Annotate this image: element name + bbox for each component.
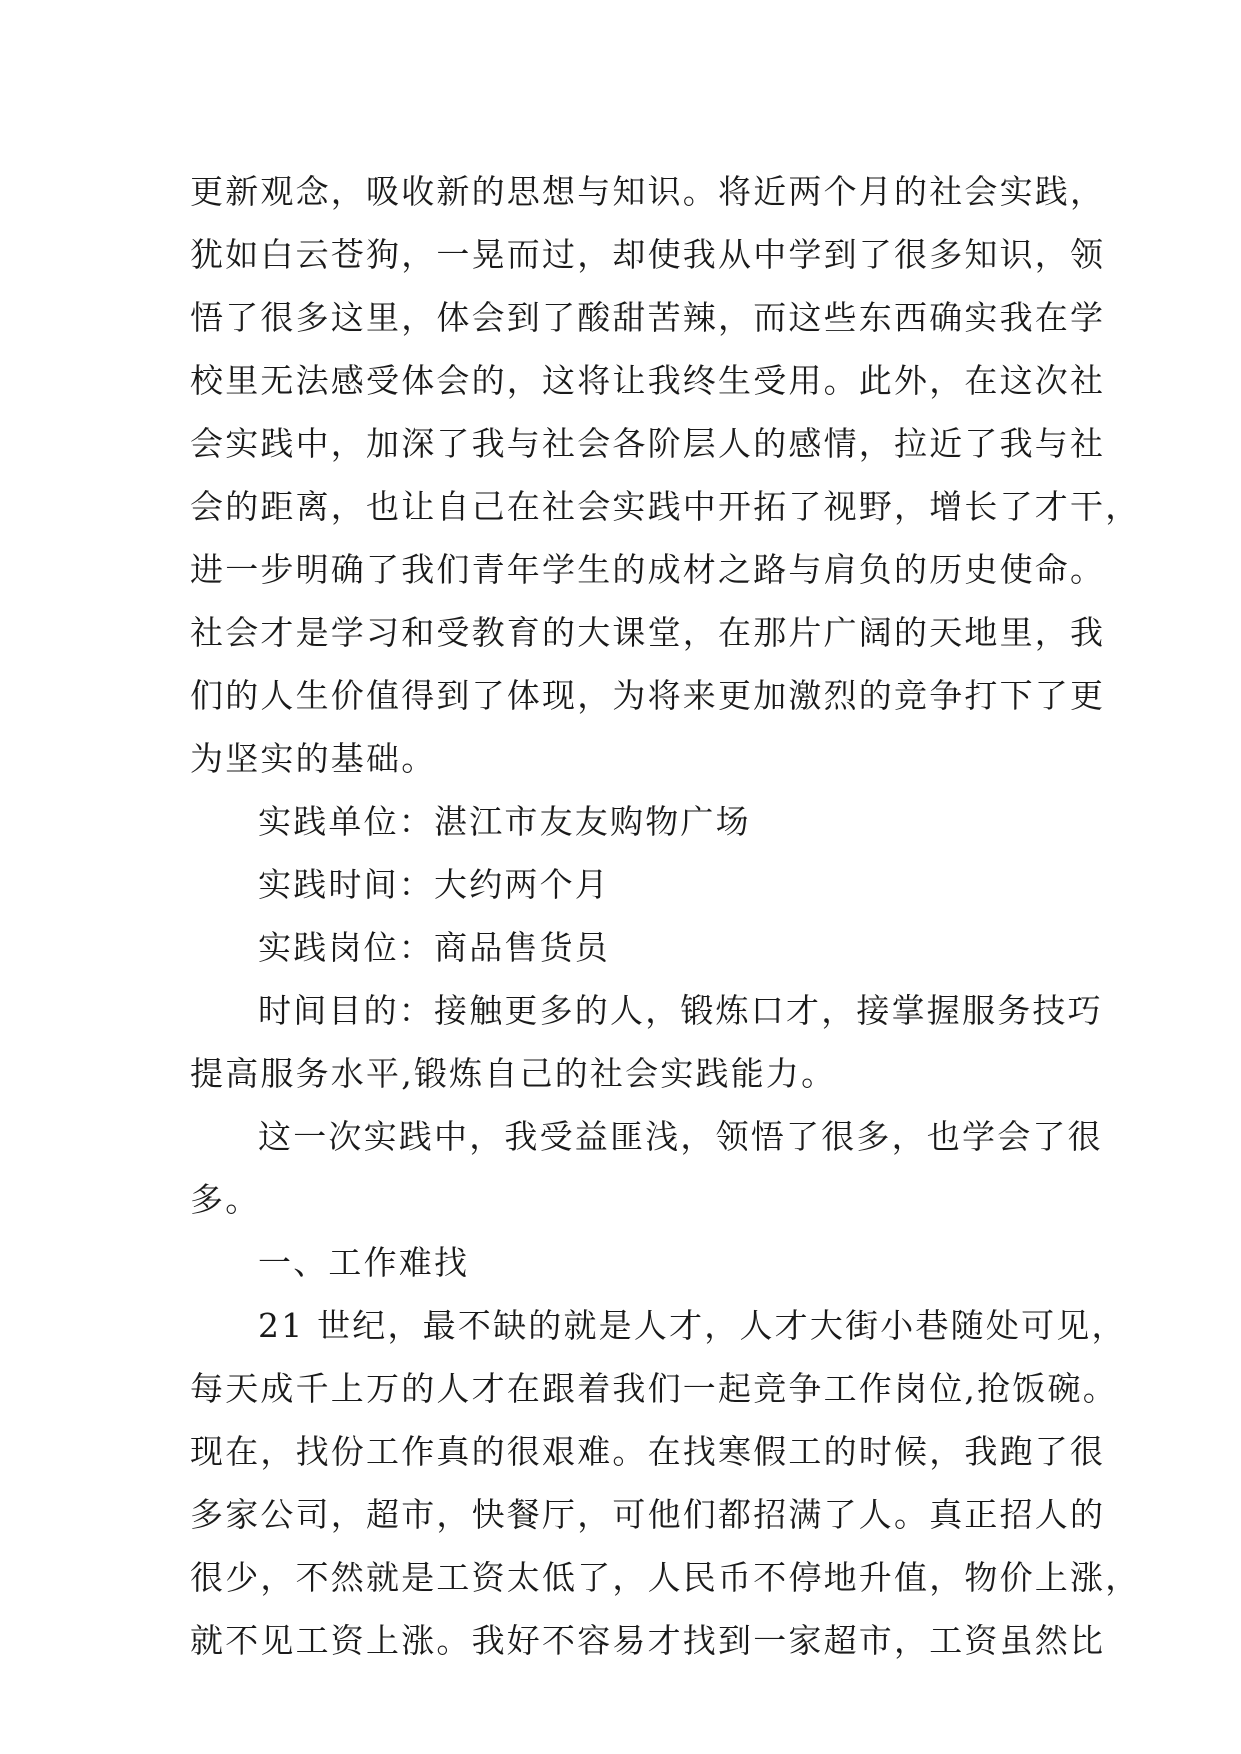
practice-purpose-line: 时间目的：接触更多的人，锻炼口才，接掌握服务技巧 <box>258 991 1103 1030</box>
text-line: 多家公司，超市，快餐厅，可他们都招满了人。真正招人的 <box>190 1495 1106 1534</box>
text-line: 提高服务水平,锻炼自己的社会实践能力。 <box>190 1054 837 1093</box>
practice-time-line: 实践时间：大约两个月 <box>258 865 610 904</box>
section-heading: 一、工作难找 <box>258 1243 470 1282</box>
text-line: 这一次实践中，我受益匪浅，领悟了很多，也学会了很 <box>258 1117 1103 1156</box>
text-line: 多。 <box>190 1180 261 1219</box>
document-body <box>190 160 1141 1672</box>
text-line: 每天成千上万的人才在跟着我们一起竞争工作岗位,抢饭碗。 <box>190 1369 1118 1408</box>
text-line: 会实践中，加深了我与社会各阶层人的感情，拉近了我与社 <box>190 424 1106 463</box>
practice-unit-line: 实践单位：湛江市友友购物广场 <box>258 802 751 841</box>
text-line: 进一步明确了我们青年学生的成材之路与肩负的历史使命。 <box>190 550 1106 589</box>
text-line: 校里无法感受体会的，这将让我终生受用。此外，在这次社 <box>190 361 1106 400</box>
text-line: 们的人生价值得到了体现，为将来更加激烈的竞争打下了更 <box>190 676 1106 715</box>
text-line: 社会才是学习和受教育的大课堂，在那片广阔的天地里，我 <box>190 613 1106 652</box>
text-line: 很少，不然就是工资太低了，人民币不停地升值，物价上涨， <box>190 1558 1141 1597</box>
text-line: 为坚实的基础。 <box>190 739 437 778</box>
text-line: 会的距离，也让自己在社会实践中开拓了视野，增长了才干， <box>190 487 1141 526</box>
practice-position-line: 实践岗位：商品售货员 <box>258 928 610 967</box>
text-line: 21 世纪，最不缺的就是人才，人才大街小巷随处可见， <box>258 1306 1127 1345</box>
text-line: 犹如白云苍狗，一晃而过，却使我从中学到了很多知识，领 <box>190 235 1106 274</box>
text-line: 悟了很多这里，体会到了酸甜苦辣，而这些东西确实我在学 <box>190 298 1106 337</box>
text-line: 更新观念，吸收新的思想与知识。将近两个月的社会实践， <box>190 172 1106 211</box>
text-line: 就不见工资上涨。我好不容易才找到一家超市，工资虽然比 <box>190 1621 1106 1660</box>
text-line: 现在，找份工作真的很艰难。在找寒假工的时候，我跑了很 <box>190 1432 1106 1471</box>
